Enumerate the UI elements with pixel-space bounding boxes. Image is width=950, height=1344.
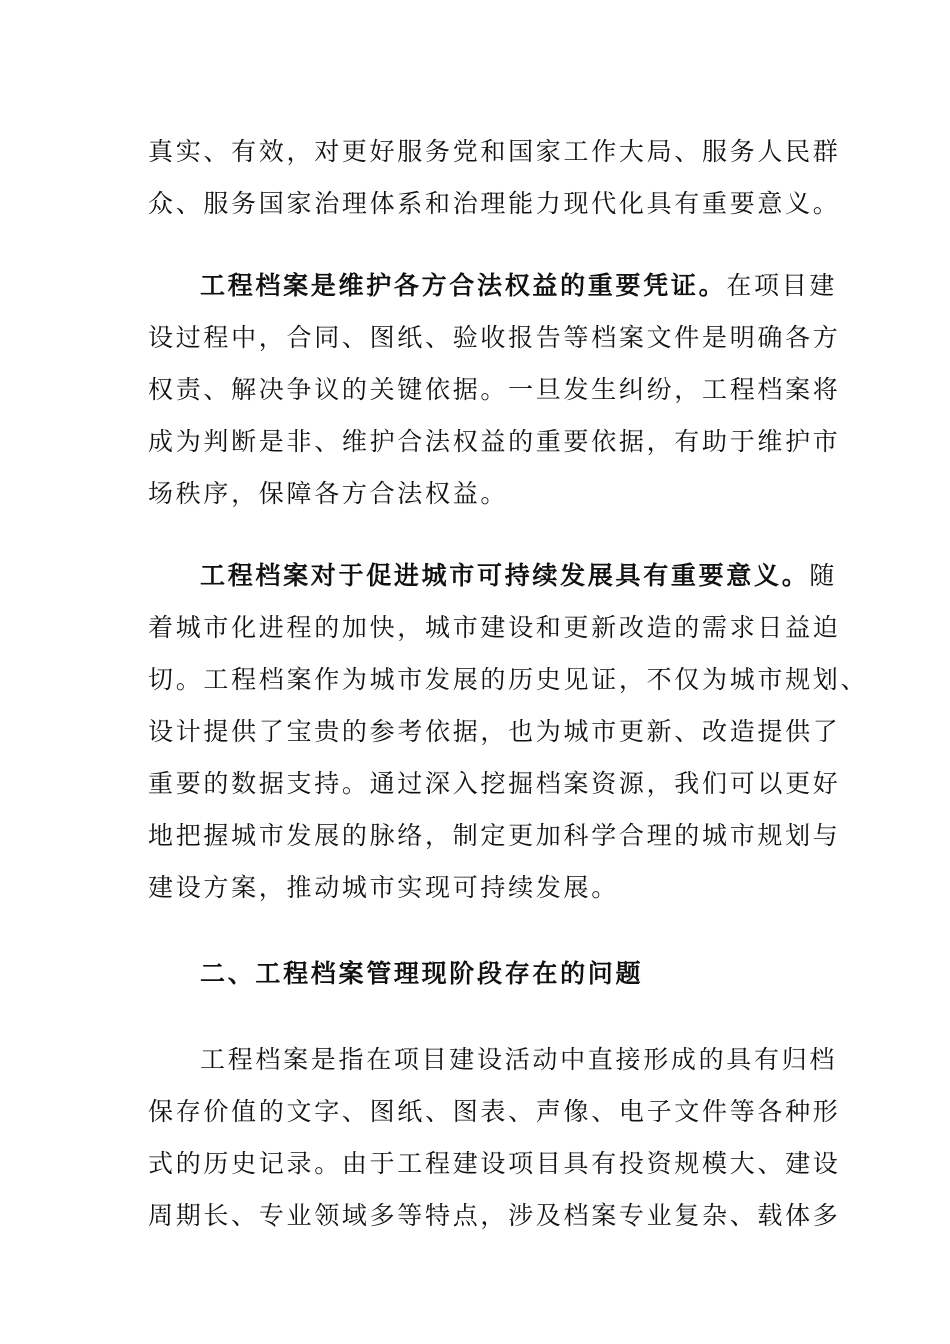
paragraph-1: [148, 126, 841, 230]
text-line: 场秩序，保障各方合法权益。: [148, 479, 509, 508]
text-line: 重要的数据支持。通过深入挖掘档案资源，我们可以更好: [148, 769, 841, 798]
text-line: 着城市化进程的加快，城市建设和更新改造的需求日益迫: [148, 613, 841, 642]
text-line: 式的历史记录。由于工程建设项目具有投资规模大、建设: [148, 1149, 841, 1178]
lead-continuation: 随: [809, 561, 838, 590]
text-line: 周期长、专业领域多等特点，涉及档案专业复杂、载体多: [148, 1201, 841, 1230]
text-line: 地把握城市发展的脉络，制定更加科学合理的城市规划与: [148, 821, 841, 850]
bold-lead-sentence: 工程档案对于促进城市可持续发展具有重要意义。: [200, 561, 810, 590]
text-line: 设计提供了宝贵的参考依据，也为城市更新、改造提供了: [148, 717, 841, 746]
lead-continuation: 在项目建: [726, 271, 838, 300]
text-line: 保存价值的文字、图纸、图表、声像、电子文件等各种形: [148, 1097, 841, 1126]
paragraph-3: [148, 550, 869, 914]
paragraph-lead-line: [148, 260, 838, 312]
text-line: 真实、有效，对更好服务党和国家工作大局、服务人民群: [148, 137, 841, 166]
bold-lead-sentence: 工程档案是维护各方合法权益的重要凭证。: [200, 271, 727, 300]
paragraph-2: [148, 260, 841, 520]
document-body: [148, 126, 869, 1242]
text-line: 切。工程档案作为城市发展的历史见证，不仅为城市规划、: [148, 665, 869, 694]
section-heading: 二、工程档案管理现阶段存在的问题: [200, 959, 644, 988]
text-line: 设过程中，合同、图纸、验收报告等档案文件是明确各方: [148, 323, 841, 352]
paragraph-lead-line: [148, 550, 838, 602]
paragraph-4: [148, 1034, 841, 1242]
text-line: 建设方案，推动城市实现可持续发展。: [148, 873, 619, 902]
text-line: 工程档案是指在项目建设活动中直接形成的具有归档: [200, 1045, 838, 1074]
text-line: 权责、解决争议的关键依据。一旦发生纠纷，工程档案将: [148, 375, 841, 404]
text-line: 成为判断是非、维护合法权益的重要依据，有助于维护市: [148, 427, 841, 456]
text-line: 众、服务国家治理体系和治理能力现代化具有重要意义。: [148, 189, 841, 218]
